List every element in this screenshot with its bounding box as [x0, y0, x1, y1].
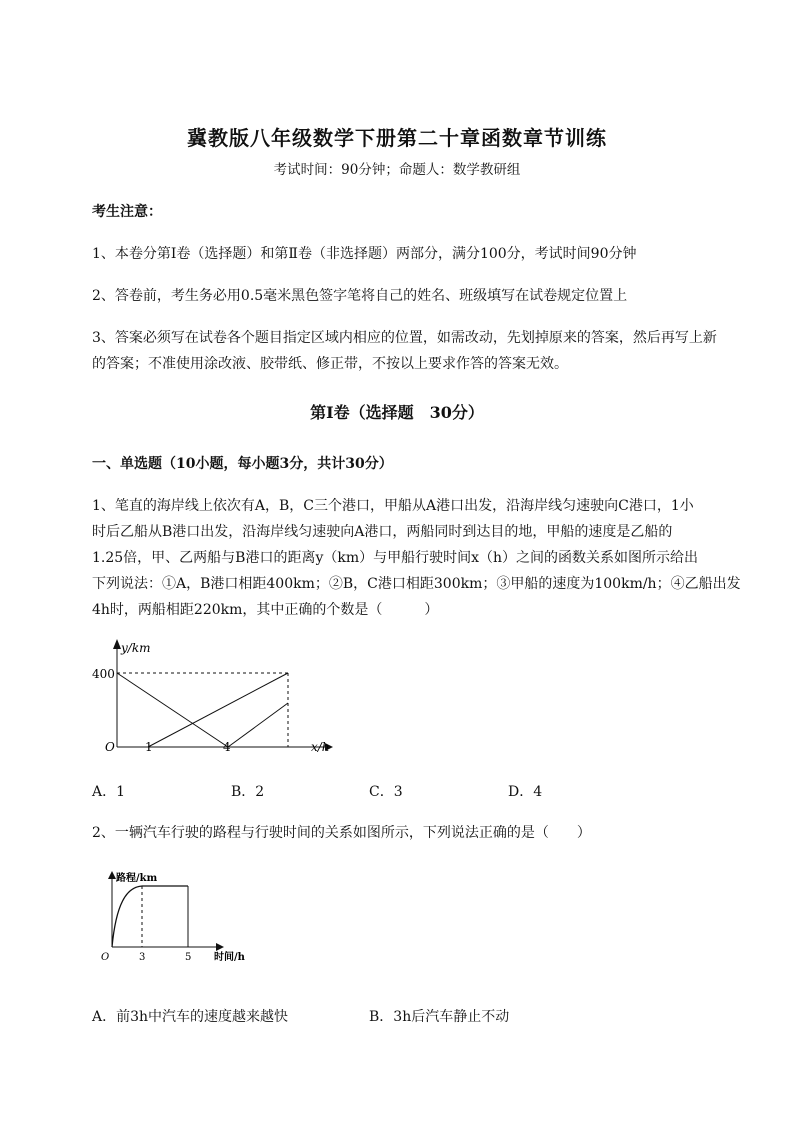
q1-y-arrow: [113, 639, 121, 649]
q2-x-arrow: [216, 943, 224, 951]
q2-y-arrow: [108, 871, 116, 879]
q2-stem: 2、一辆汽车行驶的路程与行驶时间的关系如图所示，下列说法正确的是（ ）: [92, 825, 591, 841]
q2-origin: O: [101, 952, 110, 963]
q1-option-b[interactable]: B．2: [231, 784, 265, 800]
section-title: 第I卷（选择题 30分）: [310, 403, 484, 422]
q1-line-1: 1、笔直的海岸线上依次有A，B，C三个港口，甲船从A港口出发，沿海岸线匀速驶向C港口，1小: [92, 498, 694, 514]
notice-item-2: 2、答卷前，考生务必用0.5毫米黑色签字笔将自己的姓名、班级填写在试卷规定位置上: [92, 288, 628, 304]
page-title: 冀教版八年级数学下册第二十章函数章节训练: [187, 126, 607, 150]
q1-line-4: 下列说法：①A，B港口相距400km；②B，C港口相距300km；③甲船的速度为100km/h；④乙船出发: [92, 576, 741, 592]
q1-line-yi: [148, 673, 288, 747]
notice-item-3-cont: 的答案；不准使用涂改液、胶带纸、修正带，不按以上要求作答的答案无效。: [92, 356, 568, 372]
q1-y-label: y/km: [121, 641, 151, 655]
q2-x-label: 时间/h: [214, 952, 245, 963]
q2-y-label: 路程/km: [116, 873, 158, 884]
notice-heading: 考生注意：: [92, 204, 162, 220]
q2-option-b[interactable]: B．3h后汽车静止不动: [369, 1009, 510, 1025]
q1-y-tick-400: 400: [92, 667, 115, 681]
q1-option-d[interactable]: D．4: [508, 784, 543, 800]
part-heading: 一、单选题（10小题，每小题3分，共计30分）: [92, 456, 393, 472]
q1-x-label: x/h: [311, 740, 330, 754]
exam-info: 考试时间：90分钟；命题人：数学教研组: [273, 162, 521, 178]
q1-line-jia-1: [117, 673, 228, 747]
q2-graph: [92, 865, 272, 970]
q1-option-c[interactable]: C．3: [369, 784, 403, 800]
q1-line-5: 4h时，两船相距220km，其中正确的个数是（ ）: [92, 602, 439, 618]
q1-line-3: 1.25倍，甲、乙两船与B港口的距离y（km）与甲船行驶时间x（h）之间的函数关系如图所示给出: [92, 550, 699, 566]
q1-graph: [85, 635, 345, 760]
q1-x-tick-4: 4: [223, 740, 231, 754]
q2-x-tick-5: 5: [185, 952, 192, 963]
q2-curve-accelerate: [112, 886, 142, 947]
notice-item-3: 3、答案必须写在试卷各个题目指定区域内相应的位置，如需改动，先划掉原来的答案，然后再写上新: [92, 330, 717, 346]
q2-option-a[interactable]: A．前3h中汽车的速度越来越快: [92, 1009, 289, 1025]
q1-line-2: 时后乙船从B港口出发，沿海岸线匀速驶向A港口，两船同时到达目的地，甲船的速度是乙船的: [92, 524, 673, 540]
q1-x-tick-1: 1: [145, 740, 153, 754]
notice-item-1: 1、本卷分第I卷（选择题）和第Ⅱ卷（非选择题）两部分，满分100分，考试时间90分钟: [92, 246, 637, 262]
q1-line-jia-2: [228, 703, 288, 747]
q2-x-tick-3: 3: [139, 952, 146, 963]
q1-origin: O: [105, 740, 115, 754]
q1-option-a[interactable]: A．1: [92, 784, 126, 800]
